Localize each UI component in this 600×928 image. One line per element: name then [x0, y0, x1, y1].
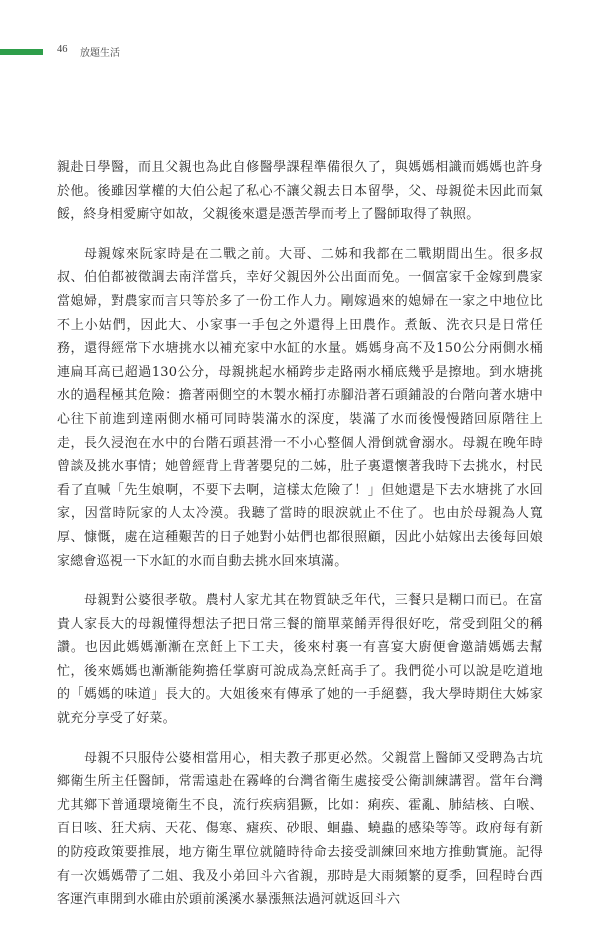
paragraph: 母親不只服侍公婆相當用心，相夫教子那更必然。父親當上醫師又受聘為古坑鄉衛生所主任醫師，常需遠赴在霧峰的台灣省衛生處接受公衛訓練講習。當年台灣尤其鄉下普通環境衛生不良，流行疾病猖獗，比如：痢疾、霍亂、肺結核、白喉、百日咳、狂犬病、天花、傷寒、瘧疾、砂眼、蛔蟲、蟯蟲的感染等等。政府每有新的防疫政策要推展，地方衛生單位就隨時待命去接受訓練回來地方推動實施。記得有一次媽媽帶了二姐、我及小弟回斗六省親，那時是大雨頻繁的夏季，回程時台西客運汽車開到水碓由於頭前溪溪水暴漲無法過河就返回斗六: [57, 750, 543, 908]
page-number: 46: [57, 44, 68, 55]
section-title: 放題生活: [80, 48, 120, 59]
body-text: [57, 156, 543, 928]
paragraph: 母親嫁來阮家時是在二戰之前。大哥、二姊和我都在二戰期間出生。很多叔叔、伯伯都被徵調去南洋當兵，幸好父親因外公出面而免。一個富家千金嫁到農家當媳婦，對農家而言只等於多了一份工作人力。剛嫁過來的媳婦在一家之中地位比不上小姑們，因此大、小家事一手包之外還得上田農作。煮飯、洗衣只是日常任務，還得經常下水塘挑水以補充家中水缸的水量。媽媽身高不及150公分兩側水桶連扁耳高已超過130公分，母親挑起水桶跨步走路兩水桶底幾乎是擦地。到水塘挑水的過程極其危險：擔著兩側空的木製水桶打赤腳沿著石頭鋪設的台階向著水塘中心往下前進到達兩側水桶可同時裝滿水的深度，裝滿了水而後慢慢踏回原階往上走，長久浸泡在水中的台階石頭甚滑一不小心整個人滑倒就會溺水。母親在晚年時曾談及挑水事情；她曾經背上背著嬰兒的二姊，肚子裏還懷著我時下去挑水，村民看了直喊「先生娘啊，不要下去啊，這樣太危險了！」但她還是下去水塘挑了水回家，因當時阮家的人太冷漠。我聽了當時的眼淚就止不住了。也由於母親為人寬厚、慷慨，處在這種艱苦的日子她對小姑們也都很照顧，因此小姑嫁出去後每回娘家總會巡視一下水缸的水而自動去挑水回來填滿。: [57, 246, 543, 569]
paragraph-continued: 親赴日學醫，而且父親也為此自修醫學課程準備很久了，與媽媽相識而媽媽也許身於他。後雖因掌權的大伯公起了私心不讓父親去日本留學，父、母親從未因此而氣餒，終身相愛廝守如故，父親後來還是憑苦學而考上了醫師取得了執照。: [57, 160, 543, 223]
paragraph: 母親對公婆很孝敬。農村人家尤其在物質缺乏年代，三餐只是糊口而已。在富貴人家長大的母親懂得想法子把日常三餐的簡單菜餚弄得很好吃，常受到阻父的稱讚。也因此媽媽漸漸在烹飪上下工夫，後來村裏一有喜宴大廚便會邀請媽媽去幫忙，後來媽媽也漸漸能夠擔任掌廚可說成為烹飪高手了。我們從小可以說是吃道地的「媽媽的味道」長大的。大姐後來有傳承了她的一手絕藝，我大學時期住大姊家就充分享受了好菜。: [57, 593, 543, 727]
green-accent-bar: [0, 49, 43, 55]
page-header: [0, 44, 600, 60]
